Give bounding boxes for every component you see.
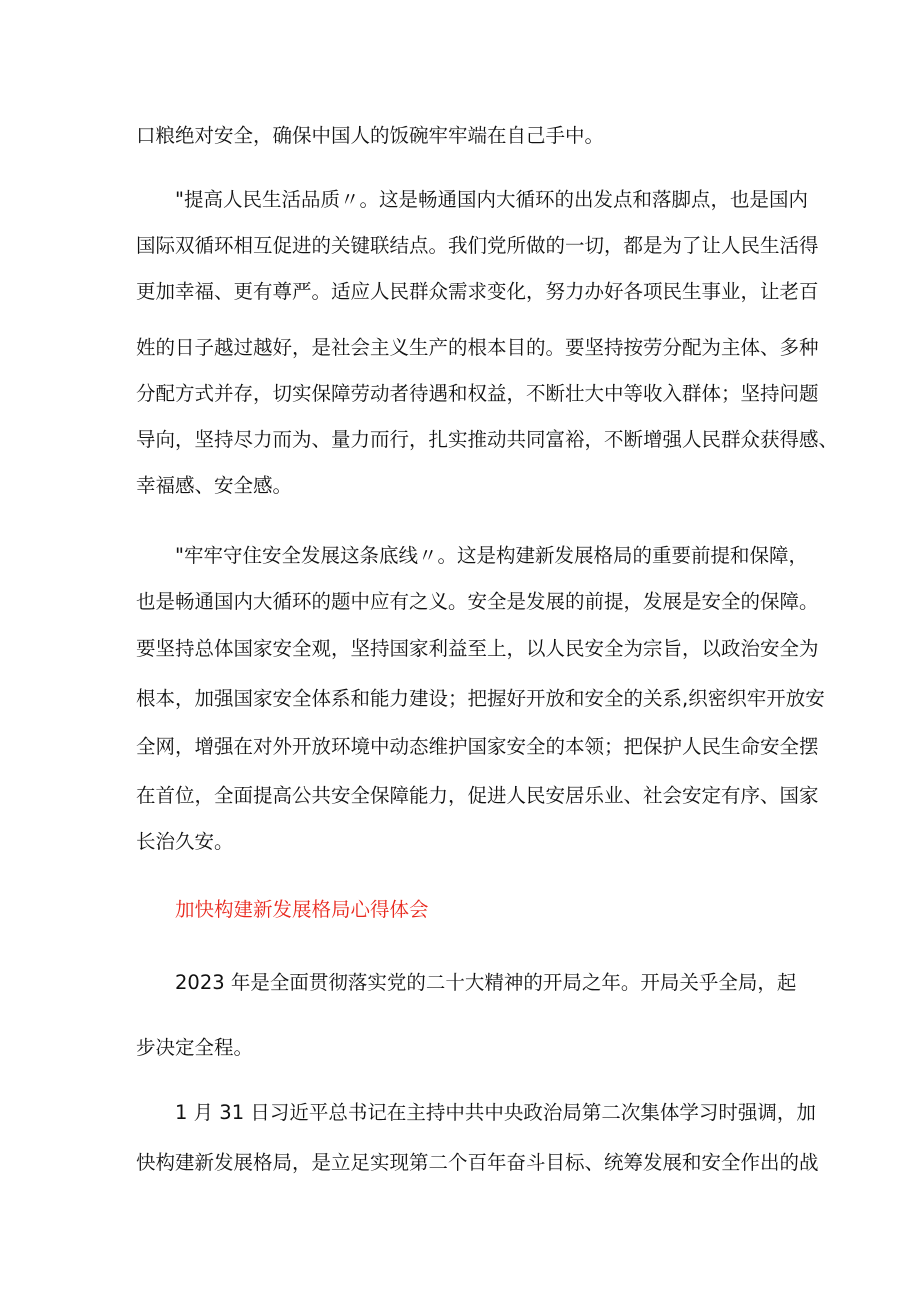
paragraph-2-line-2: 国际双循环相互促进的关键联结点。我们党所做的一切，都是为了让人民生活得: [136, 234, 819, 257]
paragraph-3-line-6: 在首位，全面提高公共安全保障能力，促进人民安居乐业、社会安定有序、国家: [136, 784, 819, 807]
paragraph-4-line-1: 2023 年是全面贯彻落实党的二十大精神的开局之年。开局关乎全局，起: [175, 971, 797, 994]
paragraph-2-line-3: 更加幸福、更有尊严。适应人民群众需求变化，努力办好各项民生事业，让老百: [136, 280, 819, 303]
paragraph-5-line-2: 快构建新发展格局，是立足实现第二个百年奋斗目标、统筹发展和安全作出的战: [136, 1151, 819, 1174]
paragraph-1-line-1: 口粮绝对安全，确保中国人的饭碗牢牢端在自己手中。: [136, 124, 605, 147]
paragraph-3-line-2: 也是畅通国内大循环的题中应有之义。安全是发展的前提，发展是安全的保障。: [136, 590, 819, 613]
paragraph-2-line-5: 分配方式并存，切实保障劳动者待遇和权益，不断壮大中等收入群体；坚持问题: [136, 382, 819, 405]
section-heading: 加快构建新发展格局心得体会: [175, 898, 429, 921]
paragraph-2-line-1: "提高人民生活品质〃。这是畅通国内大循环的出发点和落脚点，也是国内: [175, 188, 808, 211]
paragraph-3-line-1: "牢牢守住安全发展这条底线〃。这是构建新发展格局的重要前提和保障，: [175, 544, 808, 567]
paragraph-2-line-6: 导向，坚持尽力而为、量力而行，扎实推动共同富裕，不断增强人民群众获得感、: [136, 428, 839, 451]
paragraph-3-line-7: 长治久安。: [136, 830, 234, 853]
paragraph-2-line-4: 姓的日子越过越好，是社会主义生产的根本目的。要坚持按劳分配为主体、多种: [136, 336, 819, 359]
paragraph-3-line-3: 要坚持总体国家安全观，坚持国家利益至上，以人民安全为宗旨，以政治安全为: [136, 637, 819, 660]
paragraph-3-line-5: 全网，增强在对外开放环境中动态维护国家安全的本领；把保护人民生命安全摆: [136, 735, 819, 758]
paragraph-3-line-4: 根本，加强国家安全体系和能力建设；把握好开放和安全的关系,织密织牢开放安: [136, 687, 825, 710]
paragraph-5-line-1: 1 月 31 日习近平总书记在主持中共中央政治局第二次集体学习时强调，加: [175, 1101, 816, 1124]
paragraph-4-line-2: 步决定全程。: [136, 1036, 254, 1059]
paragraph-2-line-7: 幸福感、安全感。: [136, 474, 293, 497]
